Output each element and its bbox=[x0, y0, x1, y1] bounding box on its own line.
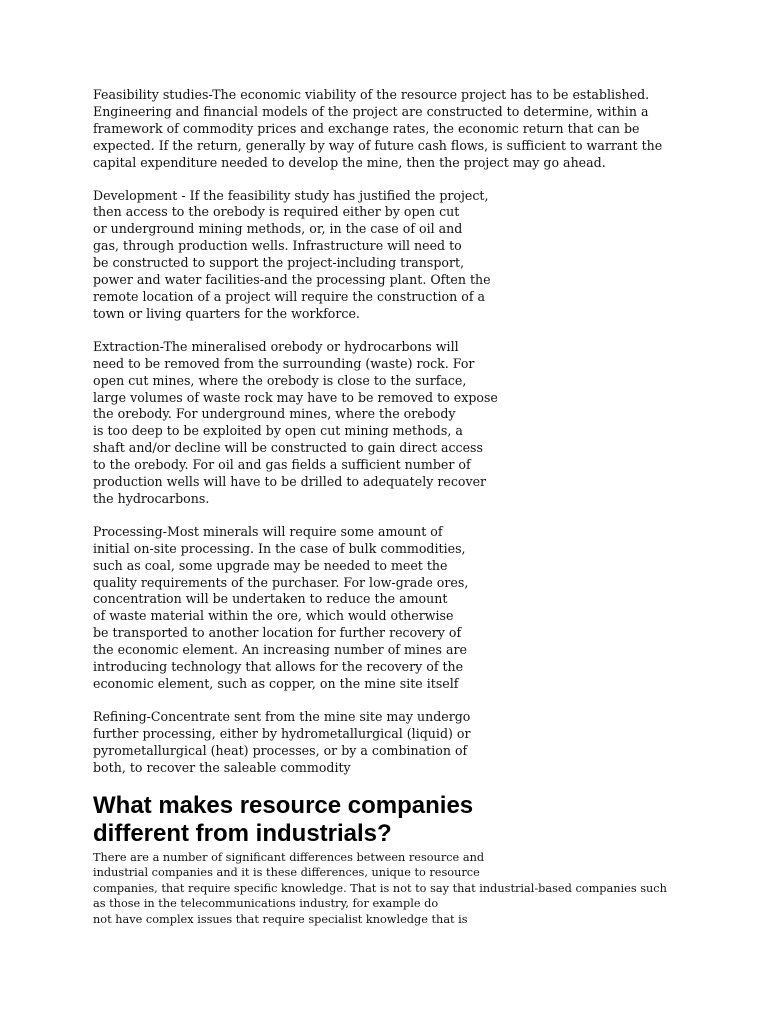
text-line: of waste material within the ore, which would otherwise bbox=[93, 608, 454, 624]
text-line: Extraction-The mineralised orebody or hydrocarbons will bbox=[93, 338, 459, 354]
text-line: There are a number of significant differences between resource and bbox=[93, 850, 485, 864]
text-line: shaft and/or decline will be constructed to gain direct access bbox=[93, 440, 483, 456]
text-line: the economic element. An increasing number of mines are bbox=[93, 642, 467, 658]
heading-line: different from industrials? bbox=[93, 819, 392, 847]
text-line: Refining-Concentrate sent from the mine site may undergo bbox=[93, 708, 471, 724]
paragraph-resource-vs-industrials bbox=[93, 850, 733, 928]
text-line: initial on-site processing. In the case of bulk commodities, bbox=[93, 540, 466, 556]
text-line: as those in the telecommunications industry, for example do bbox=[93, 897, 439, 911]
text-line: production wells will have to be drilled to adequately recover bbox=[93, 474, 487, 490]
paragraph-refining bbox=[93, 709, 733, 777]
text-line: need to be removed from the surrounding (waste) rock. For bbox=[93, 355, 475, 371]
text-line: the orebody. For underground mines, where the orebody bbox=[93, 406, 456, 422]
paragraph-processing bbox=[93, 524, 733, 693]
section-heading bbox=[93, 792, 733, 848]
text-line: pyrometallurgical (heat) processes, or by a combination of bbox=[93, 742, 468, 758]
text-line: be constructed to support the project-including transport, bbox=[93, 255, 465, 271]
text-line: gas, through production wells. Infrastructure will need to bbox=[93, 238, 462, 254]
text-line: large volumes of waste rock may have to be removed to expose bbox=[93, 389, 498, 405]
paragraph-extraction bbox=[93, 339, 733, 508]
text-line: expected. If the return, generally by way of future cash flows, is sufficient to warrant the bbox=[93, 137, 663, 153]
paragraph-development bbox=[93, 188, 733, 323]
text-line: Feasibility studies-The economic viability of the resource project has to be established. bbox=[93, 87, 650, 102]
heading-line: What makes resource companies bbox=[93, 791, 474, 819]
text-line: introducing technology that allows for the recovery of the bbox=[93, 659, 464, 675]
text-line: framework of commodity prices and exchange rates, the economic return that can be bbox=[93, 120, 640, 136]
text-line: capital expenditure needed to develop the mine, then the project may go ahead. bbox=[93, 154, 606, 170]
text-line: be transported to another location for further recovery of bbox=[93, 625, 462, 641]
paragraph-feasibility-studies bbox=[93, 87, 733, 172]
text-line: town or living quarters for the workforce. bbox=[93, 305, 360, 321]
text-line: companies, that require specific knowledge. That is not to say that industrial-based companies such bbox=[93, 881, 667, 895]
text-line: further processing, either by hydrometallurgical (liquid) or bbox=[93, 725, 471, 741]
text-line: Processing-Most minerals will require some amount of bbox=[93, 523, 443, 539]
document-page bbox=[93, 87, 733, 927]
text-line: such as coal, some upgrade may be needed to meet the bbox=[93, 557, 448, 573]
text-line: Development - If the feasibility study has justified the project, bbox=[93, 187, 489, 203]
text-line: industrial companies and it is these differences, unique to resource bbox=[93, 866, 480, 880]
text-line: quality requirements of the purchaser. For low-grade ores, bbox=[93, 574, 469, 590]
text-line: the hydrocarbons. bbox=[93, 490, 210, 506]
text-line: remote location of a project will require the construction of a bbox=[93, 288, 486, 304]
text-line: then access to the orebody is required either by open cut bbox=[93, 204, 460, 220]
text-line: concentration will be undertaken to reduce the amount bbox=[93, 591, 448, 607]
text-line: not have complex issues that require specialist knowledge that is bbox=[93, 912, 468, 926]
text-line: economic element, such as copper, on the mine site itself bbox=[93, 676, 459, 691]
text-line: Engineering and financial models of the project are constructed to determine, within a bbox=[93, 103, 649, 119]
text-line: to the orebody. For oil and gas fields a sufficient number of bbox=[93, 457, 471, 473]
text-line: is too deep to be exploited by open cut mining methods, a bbox=[93, 423, 463, 439]
text-line: power and water facilities-and the processing plant. Often the bbox=[93, 272, 491, 288]
text-line: both, to recover the saleable commodity bbox=[93, 759, 351, 775]
text-line: open cut mines, where the orebody is close to the surface, bbox=[93, 372, 467, 388]
text-line: or underground mining methods, or, in the case of oil and bbox=[93, 221, 463, 237]
